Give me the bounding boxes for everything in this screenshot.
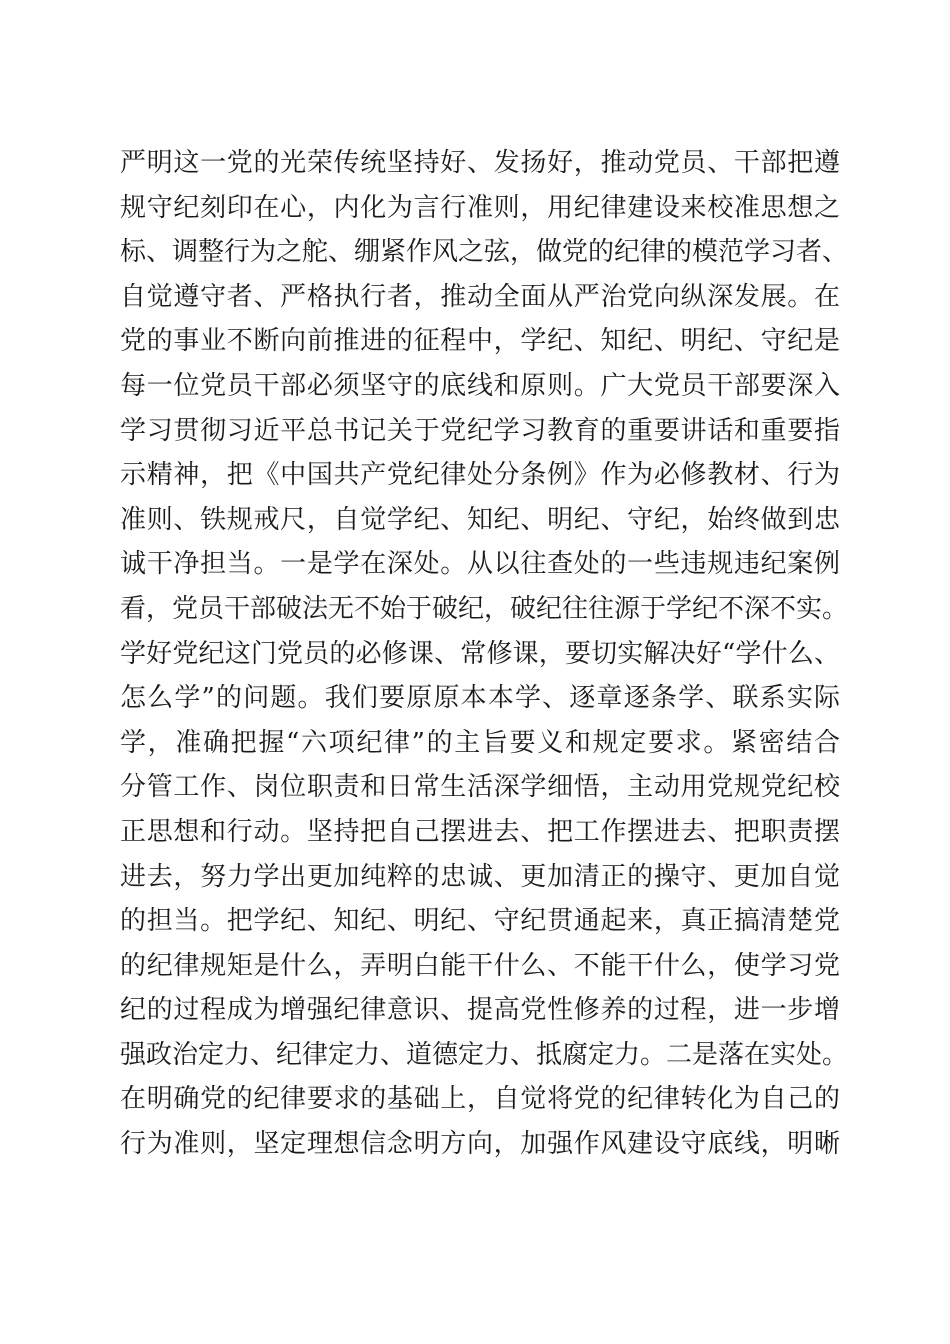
text-line: 的纪律规矩是什么，弄明白能干什么、不能干什么，使学习党 (120, 950, 840, 981)
text-line: 示精神，把《中国共产党纪律处分条例》作为必修教材、行为 (120, 460, 840, 491)
text-line: 怎么学”的问题。我们要原原本本学、逐章逐条学、联系实际 (120, 683, 840, 714)
text-line: 行为准则，坚定理想信念明方向，加强作风建设守底线，明晰 (120, 1129, 840, 1160)
text-line: 学，准确把握“六项纪律”的主旨要义和规定要求。紧密结合 (120, 727, 840, 758)
text-line: 准则、铁规戒尺，自觉学纪、知纪、明纪、守纪，始终做到忠 (120, 504, 840, 535)
text-line: 标、调整行为之舵、绷紧作风之弦，做党的纪律的模范学习者、 (120, 237, 849, 268)
text-line: 看，党员干部破法无不始于破纪，破纪往往源于学纪不深不实。 (120, 593, 849, 624)
text-line: 纪的过程成为增强纪律意识、提高党性修养的过程，进一步增 (120, 995, 840, 1026)
text-line: 规守纪刻印在心，内化为言行准则，用纪律建设来校准思想之 (120, 192, 840, 223)
text-line: 在明确党的纪律要求的基础上，自觉将党的纪律转化为自己的 (120, 1084, 840, 1115)
text-line: 学习贯彻习近平总书记关于党纪学习教育的重要讲话和重要指 (120, 415, 840, 446)
text-line: 强政治定力、纪律定力、道德定力、抵腐定力。二是落在实处。 (120, 1039, 849, 1070)
text-line: 诚干净担当。一是学在深处。从以往查处的一些违规违纪案例 (120, 549, 840, 580)
body-paragraph (120, 141, 849, 1167)
text-line: 党的事业不断向前推进的征程中，学纪、知纪、明纪、守纪是 (120, 326, 840, 357)
text-line: 严明这一党的光荣传统坚持好、发扬好，推动党员、干部把遵 (120, 148, 840, 178)
text-line: 正思想和行动。坚持把自己摆进去、把工作摆进去、把职责摆 (120, 816, 840, 847)
text-line: 的担当。把学纪、知纪、明纪、守纪贯通起来，真正搞清楚党 (120, 906, 840, 937)
text-line: 学好党纪这门党员的必修课、常修课，要切实解决好“学什么、 (120, 638, 840, 669)
text-line: 分管工作、岗位职责和日常生活深学细悟，主动用党规党纪校 (120, 772, 840, 803)
text-line: 自觉遵守者、严格执行者，推动全面从严治党向纵深发展。在 (120, 281, 840, 312)
text-line: 每一位党员干部必须坚守的底线和原则。广大党员干部要深入 (120, 370, 840, 401)
text-line: 进去，努力学出更加纯粹的忠诚、更加清正的操守、更加自觉 (120, 861, 840, 892)
